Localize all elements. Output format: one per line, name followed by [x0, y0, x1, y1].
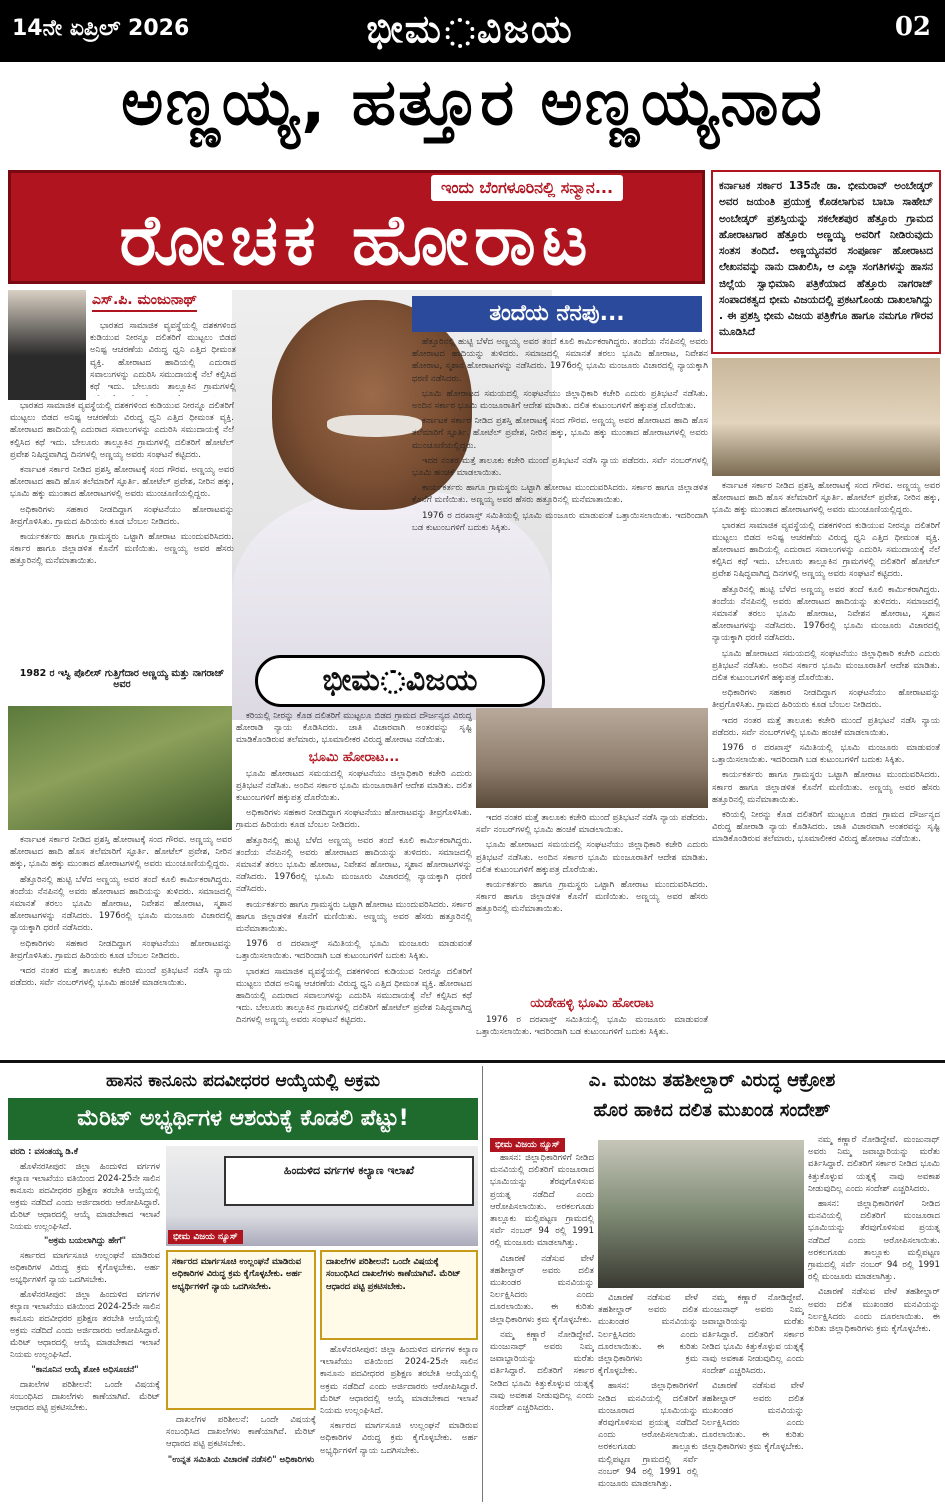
story3-col-4-text-c: ವಿಚಾರಣೆ ನಡೆಸುವ ವೇಳೆ ತಹಶೀಲ್ದಾರ್ ಅವರು ದಲಿತ ಮುಖಂಡರ ಮನವಿಯನ್ನು ನಿರ್ಲಕ್ಷಿಸಿದರು ಎಂದು ದೂರಲಾಯಿತು. ಈ ಕುರಿತು ಜಿಲ್ಲಾಧಿಕಾರಿಗಳು ಕ್ರಮ ಕೈಗೊಳ್ಳಬೇಕು.: [808, 1287, 940, 1335]
story3-col-4-text-b: ಹಾಸನ: ಜಿಲ್ಲಾಧಿಕಾರಿಗಳಿಗೆ ನೀಡಿದ ಮನವಿಯಲ್ಲಿ ದಲಿತರಿಗೆ ಮಂಜೂರಾದ ಭೂಮಿಯನ್ನು ತೆರವುಗೊಳಿಸುವ ಪ್ರಯತ್ನ ನಡೆದಿದೆ ಎಂದು ಆರೋಪಿಸಲಾಯಿತು. ಅರಕಲಗೂಡು ತಾಲ್ಲೂಕು ಮಲ್ಲಿಪಟ್ಟಣ ಗ್ರಾಮದಲ್ಲಿ ಸರ್ವೆ ನಂಬರ್ 94 ರಲ್ಲಿ 1991 ರಲ್ಲಿ ಮಂಜೂರು ಮಾಡಲಾಗಿತ್ತು.: [808, 1199, 940, 1283]
lead-col-6-text-b: ಭೂಮಿ ಹೋರಾಟದ ಸಮಯದಲ್ಲಿ ಸಂಘಟನೆಯು ಜಿಲ್ಲಾಧಿಕಾರಿ ಕಚೇರಿ ಎದುರು ಪ್ರತಿಭಟನೆ ನಡೆಸಿತು. ಅಂದಿನ ಸರ್ಕಾರ ಭೂಮಿ ಮಂಜೂರಾತಿಗೆ ಆದೇಶ ಮಾಡಿತು. ದಲಿತ ಕುಟುಂಬಗಳಿಗೆ ಹಕ್ಕುಪತ್ರ ದೊರೆಯಿತು.: [476, 840, 708, 875]
lead-col-3-text-f: ಇದರ ನಂತರ ಮತ್ತೆ ತಾಲೂಕು ಕಚೇರಿ ಮುಂದೆ ಪ್ರತಿಭಟನೆ ನಡೆಸಿ ನ್ಯಾಯ ಪಡೆದರು. ಸರ್ವೆ ನಂಬರ್‌ಗಳಲ್ಲಿ ಭೂಮಿ ಹಂಚಿಕೆ ಮಾಡಲಾಯಿತು.: [712, 715, 940, 738]
award-note-box: ಕರ್ನಾಟಕ ಸರ್ಕಾರ 135ನೇ ಡಾ. ಭೀಮರಾವ್ ಅಂಬೇಡ್ಕರ್ ಅವರ ಜಯಂತಿ ಪ್ರಯುಕ್ತ ಕೊಡಲಾಗುವ ಬಾಬಾ ಸಾಹೇಬ್ ಅಂಬೇಡ್ಕರ್ ಪ್ರಶಸ್ತಿಯನ್ನು ಸಕಲೇಶಪುರ ಹೆತ್ತೂರು ಗ್ರಾಮದ ಹೋರಾಟಗಾರ ಹೆತ್ತೂರು ಅಣ್ಣಯ್ಯ ಅವರಿಗೆ ನೀಡಿರುವುದು ಸಂತಸ ತಂದಿದೆ. ಅಣ್ಣಯ್ಯನವರ ಸಂಪೂರ್ಣ ಹೋರಾಟದ ಲೇಖನವನ್ನು ನಾನು ದಾಖಲಿಸಿ, ಆ ಎಲ್ಲಾ ಸಂಗತಿಗಳನ್ನು ಹಾಸನ ಜಿಲ್ಲೆಯ ಸ್ವಾಭಿಮಾನಿ ಪತ್ರಿಕೆಯಾದ ಹೆತ್ತೂರು ನಾಗರಾಜ್ ಸಂಪಾದಕತ್ವದ ಭೀಮ ವಿಜಯದಲ್ಲಿ ಪ್ರಕಟಗೊಂಡು ದಾಖಲಾಗಿದ್ದು . ಈ ಪ್ರಶಸ್ತಿ ಭೀಮ ವಿಜಯ ಪತ್ರಿಕೆಗೂ ಹಾಗೂ ನಮಗೂ ಗೌರವ ಮೂಡಿಸಿದೆ: [711, 170, 941, 354]
story2-quote-box-2: ದಾಖಲೆಗಳ ಪರಿಶೀಲನೆ: ಒಂದೇ ವಿಷಯಕ್ಕೆ ಸಂಬಂಧಿಸಿದ ದಾಖಲೆಗಳು ಕಾಣೆಯಾಗಿವೆ. ಮೆರಿಟ್ ಆಧಾರದ ಪಟ್ಟಿ ಪ್ರಕಟಿಸಬೇಕು.: [320, 1250, 478, 1340]
subhead-bhumi: ಭೂಮಿ ಹೋರಾಟ...: [308, 749, 400, 765]
lead-col-4-text-g: ಭಾರತದ ಸಾಮಾಜಿಕ ವ್ಯವಸ್ಥೆಯಲ್ಲಿ ದಶಕಗಳಿಂದ ಕುಡಿಯುವ ನೀರನ್ನೂ ದಲಿತರಿಗೆ ಮುಟ್ಟಲು ಬಿಡದ ಅನಿಷ್ಟ ಆಚರಣೆಯ ವಿರುದ್ಧ ಧ್ವನಿ ಎತ್ತಿದ ಧೀಮಂತ ವ್ಯಕ್ತಿ. ಹೋರಾಟದ ಹಾದಿಯಲ್ಲಿ ಎದುರಾದ ಸವಾಲುಗಳನ್ನು ಎದುರಿಸಿ ಸಮುದಾಯಕ್ಕೆ ನೆಲೆ ಕಲ್ಪಿಸಿದ ಕಥೆ ಇದು. ಬೇಲೂರು ತಾಲ್ಲೂಕಿನ ಗ್ರಾಮಗಳಲ್ಲಿ ದಲಿತರಿಗೆ ಹೋಟೆಲ್ ಪ್ರವೇಶ ನಿಷಿದ್ಧವಾಗಿದ್ದ ದಿನಗಳಲ್ಲಿ ಅಣ್ಣಯ್ಯ ಅವರು ಸಂಘಟನೆ ಕಟ್ಟಿದರು.: [236, 966, 472, 1026]
protest-photo-1: [8, 706, 232, 830]
story3-col-3: [702, 1292, 804, 1502]
story2-col-1: [10, 1146, 160, 1502]
story3-col-3-text-a: ನಮ್ಮ ಕಣ್ಣಾರೆ ನೋಡಿದ್ದೇವೆ. ಮಂಜುನಾಥ್ ಅವರು ನಿಮ್ಮ ಜವಾಬ್ದಾರಿಯನ್ನು ಮರೆತು ವರ್ತಿಸಿದ್ದಾರೆ. ದಲಿತರಿಗೆ ಸರ್ಕಾರ ನೀಡಿದ ಭೂಮಿ ಕಿತ್ತುಕೊಳ್ಳುವ ಯತ್ನಕ್ಕೆ ನಾವು ಅವಕಾಶ ನೀಡುವುದಿಲ್ಲ ಎಂದು ಸಂದೇಶ್ ಎಚ್ಚರಿಸಿದರು.: [702, 1293, 804, 1377]
story3-col-2-text-b: ಹಾಸನ: ಜಿಲ್ಲಾಧಿಕಾರಿಗಳಿಗೆ ನೀಡಿದ ಮನವಿಯಲ್ಲಿ ದಲಿತರಿಗೆ ಮಂಜೂರಾದ ಭೂಮಿಯನ್ನು ತೆರವುಗೊಳಿಸುವ ಪ್ರಯತ್ನ ನಡೆದಿದೆ ಎಂದು ಆರೋಪಿಸಲಾಯಿತು. ಅರಕಲಗೂಡು ತಾಲ್ಲೂಕು ಮಲ್ಲಿಪಟ್ಟಣ ಗ್ರಾಮದಲ್ಲಿ ಸರ್ವೆ ನಂಬರ್ 94 ರಲ್ಲಿ 1991 ರಲ್ಲಿ ಮಂಜೂರು ಮಾಡಲಾಗಿತ್ತು.: [598, 1381, 698, 1490]
lead-col-3-text-b: ಭಾರತದ ಸಾಮಾಜಿಕ ವ್ಯವಸ್ಥೆಯಲ್ಲಿ ದಶಕಗಳಿಂದ ಕುಡಿಯುವ ನೀರನ್ನೂ ದಲಿತರಿಗೆ ಮುಟ್ಟಲು ಬಿಡದ ಅನಿಷ್ಟ ಆಚರಣೆಯ ವಿರುದ್ಧ ಧ್ವನಿ ಎತ್ತಿದ ಧೀಮಂತ ವ್ಯಕ್ತಿ. ಹೋರಾಟದ ಹಾದಿಯಲ್ಲಿ ಎದುರಾದ ಸವಾಲುಗಳನ್ನು ಎದುರಿಸಿ ಸಮುದಾಯಕ್ಕೆ ನೆಲೆ ಕಲ್ಪಿಸಿದ ಕಥೆ ಇದು. ಬೇಲೂರು ತಾಲ್ಲೂಕಿನ ಗ್ರಾಮಗಳಲ್ಲಿ ದಲಿತರಿಗೆ ಹೋಟೆಲ್ ಪ್ರವೇಶ ನಿಷಿದ್ಧವಾಗಿದ್ದ ದಿನಗಳಲ್ಲಿ ಅಣ್ಣಯ್ಯ ಅವರು ಸಂಘಟನೆ ಕಟ್ಟಿದರು.: [712, 520, 940, 580]
lead-col-4-text-c: ಅಧಿಕಾರಿಗಳು ಸಹಕಾರ ನೀಡದಿದ್ದಾಗ ಸಂಘಟನೆಯು ಹೋರಾಟವನ್ನು ತೀವ್ರಗೊಳಿಸಿತು. ಗ್ರಾಮದ ಹಿರಿಯರು ಕೂಡ ಬೆಂಬಲ ನೀಡಿದರು.: [236, 808, 472, 831]
lead-kicker: ಇಂದು ಬೆಂಗಳೂರಿನಲ್ಲಿ ಸನ್ಮಾನ...: [431, 175, 623, 201]
story2-text-b: ಸರ್ಕಾರದ ಮಾರ್ಗಸೂಚಿ ಉಲ್ಲಂಘನೆ ಮಾಡಿರುವ ಅಧಿಕಾರಿಗಳ ವಿರುದ್ಧ ಕ್ರಮ ಕೈಗೊಳ್ಳಬೇಕು. ಅರ್ಹ ಅಭ್ಯರ್ಥಿಗಳಿಗೆ ನ್ಯಾಯ ಒದಗಿಸಬೇಕು.: [10, 1250, 160, 1285]
lead-col-7: [476, 1014, 708, 1056]
lead-col-1-text-d: ಕಾರ್ಯಕರ್ತರು ಹಾಗೂ ಗ್ರಾಮಸ್ಥರು ಒಟ್ಟಾಗಿ ಹೋರಾಟ ಮುಂದುವರಿಸಿದರು. ಸರ್ಕಾರ ಹಾಗೂ ಜಿಲ್ಲಾಡಳಿತ ಕೊನೆಗೆ ಮಣಿಯಿತು. ಅಣ್ಣಯ್ಯ ಅವರ ಹೆಸರು ಹತ್ತೂರಿನಲ್ಲಿ ಮನೆಮಾತಾಯಿತು.: [10, 532, 234, 567]
lead-col-2-text-e: ಕಾರ್ಯಕರ್ತರು ಹಾಗೂ ಗ್ರಾಮಸ್ಥರು ಒಟ್ಟಾಗಿ ಹೋರಾಟ ಮುಂದುವರಿಸಿದರು. ಸರ್ಕಾರ ಹಾಗೂ ಜಿಲ್ಲಾಡಳಿತ ಕೊನೆಗೆ ಮಣಿಯಿತು. ಅಣ್ಣಯ್ಯ ಅವರ ಹೆಸರು ಹತ್ತೂರಿನಲ್ಲಿ ಮನೆಮಾತಾಯಿತು.: [412, 483, 708, 506]
lead-col-6: [476, 812, 708, 992]
story3-col-3-text-b: ವಿಚಾರಣೆ ನಡೆಸುವ ವೇಳೆ ತಹಶೀಲ್ದಾರ್ ಅವರು ದಲಿತ ಮುಖಂಡರ ಮನವಿಯನ್ನು ನಿರ್ಲಕ್ಷಿಸಿದರು ಎಂದು ದೂರಲಾಯಿತು. ಈ ಕುರಿತು ಜಿಲ್ಲಾಧಿಕಾರಿಗಳು ಕ್ರಮ ಕೈಗೊಳ್ಳಬೇಕು.: [702, 1381, 804, 1453]
story2-tag: ಭೀಮ ವಿಜಯ ನ್ಯೂಸ್: [168, 1230, 243, 1244]
story3-col-2: [598, 1292, 698, 1502]
story3-headline: [486, 1066, 938, 1130]
story2-col-2-text-a: ಹೊಳೆನರಸೀಪುರ: ಜಿಲ್ಲಾ ಹಿಂದುಳಿದ ವರ್ಗಗಳ ಕಲ್ಯಾಣ ಇಲಾಖೆಯು ವತಿಯಿಂದ 2024-25ನೇ ಸಾಲಿನ ಕಾನೂನು ಪದವೀಧರರ ಪ್ರಶಿಕ್ಷಣ ತರಬೇತಿ ಆಯ್ಕೆಯಲ್ಲಿ ಅಕ್ರಮ ನಡೆದಿದೆ ಎಂದು ಅರ್ಜಿದಾರರು ಆರೋಪಿಸಿದ್ದಾರೆ. ಮೆರಿಟ್ ಆಧಾರದಲ್ಲಿ ಆಯ್ಕೆ ಮಾಡಬೇಕಾದ ಇಲಾಖೆ ನಿಯಮ ಉಲ್ಲಂಘಿಸಿದೆ.: [320, 1345, 478, 1417]
lead-col-5-text-c: ಅಧಿಕಾರಿಗಳು ಸಹಕಾರ ನೀಡದಿದ್ದಾಗ ಸಂಘಟನೆಯು ಹೋರಾಟವನ್ನು ತೀವ್ರಗೊಳಿಸಿತು. ಗ್ರಾಮದ ಹಿರಿಯರು ಕೂಡ ಬೆಂಬಲ ನೀಡಿದರು.: [10, 938, 232, 961]
lead-col-4: [236, 710, 472, 1056]
story2-text-c: ಹೊಳೆನರಸೀಪುರ: ಜಿಲ್ಲಾ ಹಿಂದುಳಿದ ವರ್ಗಗಳ ಕಲ್ಯಾಣ ಇಲಾಖೆಯು ವತಿಯಿಂದ 2024-25ನೇ ಸಾಲಿನ ಕಾನೂನು ಪದವೀಧರರ ಪ್ರಶಿಕ್ಷಣ ತರಬೇತಿ ಆಯ್ಕೆಯಲ್ಲಿ ಅಕ್ರಮ ನಡೆದಿದೆ ಎಂದು ಅರ್ಜಿದಾರರು ಆರೋಪಿಸಿದ್ದಾರೆ. ಮೆರಿಟ್ ಆಧಾರದಲ್ಲಿ ಆಯ್ಕೆ ಮಾಡಬೇಕಾದ ಇಲಾಖೆ ನಿಯಮ ಉಲ್ಲಂಘಿಸಿದೆ.: [10, 1289, 160, 1359]
photo-caption-1982: 1982 ರ ಇಸ್ವಿ ಪೊಲೀಸ್ ಗುತ್ತಿಗೆದಾರ ಅಣ್ಣಯ್ಯ ಮತ್ತು ನಾಗರಾಜ್ ಅವರ: [19, 668, 225, 690]
lead-col-3-text-c: ಹೆತ್ತೂರಿನಲ್ಲಿ ಹುಟ್ಟಿ ಬೆಳೆದ ಅಣ್ಣಯ್ಯ ಅವರ ತಂದೆ ಕೂಲಿ ಕಾರ್ಮಿಕರಾಗಿದ್ದರು. ತಂದೆಯ ನೆನಪಿನಲ್ಲಿ ಅವರು ಹೋರಾಟದ ಹಾದಿಯನ್ನು ತುಳಿದರು. ಸಮಾಜದಲ್ಲಿ ಸಮಾನತೆ ತರಲು ಭೂಮಿ ಹೋರಾಟ, ನಿವೇಶನ ಹೋರಾಟ, ಸ್ಮಶಾನ ಹೋರಾಟಗಳನ್ನು ನಡೆಸಿದರು. 1976ರಲ್ಲಿ ಭೂಮಿ ಮಂಜೂರು ವಿಚಾರದಲ್ಲಿ ನ್ಯಾಯಕ್ಕಾಗಿ ಧರಣಿ ನಡೆಸಿದರು.: [712, 584, 940, 644]
lead-col-intro-text: ಭಾರತದ ಸಾಮಾಜಿಕ ವ್ಯವಸ್ಥೆಯಲ್ಲಿ ದಶಕಗಳಿಂದ ಕುಡಿಯುವ ನೀರನ್ನೂ ದಲಿತರಿಗೆ ಮುಟ್ಟಲು ಬಿಡದ ಅನಿಷ್ಟ ಆಚರಣೆಯ ವಿರುದ್ಧ ಧ್ವನಿ ಎತ್ತಿದ ಧೀಮಂತ ವ್ಯಕ್ತಿ. ಹೋರಾಟದ ಹಾದಿಯಲ್ಲಿ ಎದುರಾದ ಸವಾಲುಗಳನ್ನು ಎದುರಿಸಿ ಸಮುದಾಯಕ್ಕೆ ನೆಲೆ ಕಲ್ಪಿಸಿದ ಕಥೆ ಇದು. ಬೇಲೂರು ತಾಲ್ಲೂಕಿನ ಗ್ರಾಮಗಳಲ್ಲಿ: [90, 321, 236, 393]
story2-subhead-2: "ಕಾನೂನಿನ ಆಯ್ಕೆ ಶೋಕಿ ಅಧಿಸೂಚನೆ": [31, 1363, 139, 1374]
village-photo: [476, 708, 708, 808]
author-name: ಎಸ್.ಪಿ. ಮಂಜುನಾಥ್: [92, 292, 197, 312]
lead-title: ರೋಚಕ ಹೋರಾಟ: [119, 199, 594, 281]
protest-photo-2: [598, 1140, 804, 1288]
sub-banner: ತಂದೆಯ ನೆನಪು...: [412, 296, 702, 332]
issue-date: 14ನೇ ಏಪ್ರಿಲ್ 2026: [12, 16, 190, 41]
lead-col-3-text-g: 1976 ರ ದರಖಾಸ್ತ್ ಸಮಿತಿಯಲ್ಲಿ ಭೂಮಿ ಮಂಜೂರು ಮಾಡುವಂತೆ ಒತ್ತಾಯಿಸಲಾಯಿತು. ಇದರಿಂದಾಗಿ ಬಡ ಕುಟುಂಬಗಳಿಗೆ ಬದುಕು ಸಿಕ್ಕಿತು.: [712, 743, 940, 766]
award-photo: [712, 358, 940, 476]
lead-col-7-text: 1976 ರ ದರಖಾಸ್ತ್ ಸಮಿತಿಯಲ್ಲಿ ಭೂಮಿ ಮಂಜೂರು ಮಾಡುವಂತೆ ಒತ್ತಾಯಿಸಲಾಯಿತು. ಇದರಿಂದಾಗಿ ಬಡ ಕುಟುಂಬಗಳಿಗೆ ಬದುಕು ಸಿಕ್ಕಿತು.: [476, 1015, 708, 1038]
lead-col-5: [10, 834, 232, 1056]
story2-quote-box-1: ಸರ್ಕಾರದ ಮಾರ್ಗಸೂಚಿ ಉಲ್ಲಂಘನೆ ಮಾಡಿರುವ ಅಧಿಕಾರಿಗಳ ವಿರುದ್ಧ ಕ್ರಮ ಕೈಗೊಳ್ಳಬೇಕು. ಅರ್ಹ ಅಭ್ಯರ್ಥಿಗಳಿಗೆ ನ್ಯಾಯ ಒದಗಿಸಬೇಕು.: [166, 1250, 316, 1410]
stamp-left: ಭೀಮ: [322, 663, 380, 698]
chakra-icon-stamp: [381, 670, 405, 694]
story3-col-1-text-c: ನಮ್ಮ ಕಣ್ಣಾರೆ ನೋಡಿದ್ದೇವೆ. ಮಂಜುನಾಥ್ ಅವರು ನಿಮ್ಮ ಜವಾಬ್ದಾರಿಯನ್ನು ಮರೆತು ವರ್ತಿಸಿದ್ದಾರೆ. ದಲಿತರಿಗೆ ಸರ್ಕಾರ ನೀಡಿದ ಭೂಮಿ ಕಿತ್ತುಕೊಳ್ಳುವ ಯತ್ನಕ್ಕೆ ನಾವು ಅವಕಾಶ ನೀಡುವುದಿಲ್ಲ ಎಂದು ಸಂದೇಶ್ ಎಚ್ಚರಿಸಿದರು.: [490, 1329, 594, 1414]
story2-col-3-text-a: ದಾಖಲೆಗಳ ಪರಿಶೀಲನೆ: ಒಂದೇ ವಿಷಯಕ್ಕೆ ಸಂಬಂಧಿಸಿದ ದಾಖಲೆಗಳು ಕಾಣೆಯಾಗಿವೆ. ಮೆರಿಟ್ ಆಧಾರದ ಪಟ್ಟಿ ಪ್ರಕಟಿಸಬೇಕು.: [166, 1415, 316, 1450]
office-sign: ಹಿಂದುಳಿದ ವರ್ಗಗಳ ಕಲ್ಯಾಣ ಇಲಾಖೆ: [224, 1156, 474, 1206]
story2-col-2: [320, 1344, 478, 1502]
lead-col-2-text-c: ಕರ್ನಾಟಕ ಸರ್ಕಾರ ನೀಡಿದ ಪ್ರಶಸ್ತಿ ಹೋರಾಟಕ್ಕೆ ಸಂದ ಗೌರವ. ಅಣ್ಣಯ್ಯ ಅವರ ಹೋರಾಟದ ಹಾದಿ ಹೊಸ ತಲೆಮಾರಿಗೆ ಸ್ಫೂರ್ತಿ. ಹೋಟೆಲ್ ಪ್ರವೇಶ, ನೀರಿನ ಹಕ್ಕು, ಭೂಮಿ ಹಕ್ಕು ಮುಂತಾದ ಹೋರಾಟಗಳಲ್ಲಿ ಅವರು ಮುಂಚೂಣಿಯಲ್ಲಿದ್ದರು.: [412, 416, 708, 451]
lead-col-4-text-b: ಭೂಮಿ ಹೋರಾಟದ ಸಮಯದಲ್ಲಿ ಸಂಘಟನೆಯು ಜಿಲ್ಲಾಧಿಕಾರಿ ಕಚೇರಿ ಎದುರು ಪ್ರತಿಭಟನೆ ನಡೆಸಿತು. ಅಂದಿನ ಸರ್ಕಾರ ಭೂಮಿ ಮಂಜೂರಾತಿಗೆ ಆದೇಶ ಮಾಡಿತು. ದಲಿತ ಕುಟುಂಬಗಳಿಗೆ ಹಕ್ಕುಪತ್ರ ದೊರೆಯಿತು.: [236, 768, 472, 804]
lead-col-4-text-a: ಕರಿಯಲ್ಲಿ ನೀರನ್ನು ಕೊಡ ದಲಿತರಿಗೆ ಮುಟ್ಟಲೂ ಬಿಡದ ಗ್ರಾಮದ ದೌರ್ಜನ್ಯದ ವಿರುದ್ಧ ಹೋರಾಡಿ ನ್ಯಾಯ ಕೊಡಿಸಿದರು. ಜಾತಿ ವಿಚಾರವಾಗಿ ಅಂತರವನ್ನು ಸೃಷ್ಟಿ ಮಾಡಿಕೊಂಡಿರುವ ತಲೆಮಾರು, ಭೂಮಾಲೀಕರ ವಿರುದ್ಧ ಹೋರಾಟ ನಡೆಯಿತು.: [236, 711, 472, 746]
bhima-vijaya-stamp: [255, 655, 545, 707]
lead-col-3-text-d: ಭೂಮಿ ಹೋರಾಟದ ಸಮಯದಲ್ಲಿ ಸಂಘಟನೆಯು ಜಿಲ್ಲಾಧಿಕಾರಿ ಕಚೇರಿ ಎದುರು ಪ್ರತಿಭಟನೆ ನಡೆಸಿತು. ಅಂದಿನ ಸರ್ಕಾರ ಭೂಮಿ ಮಂಜೂರಾತಿಗೆ ಆದೇಶ ಮಾಡಿತು. ದಲಿತ ಕುಟುಂಬಗಳಿಗೆ ಹಕ್ಕುಪತ್ರ ದೊರೆಯಿತು.: [712, 648, 940, 684]
lead-col-3-text-e: ಅಧಿಕಾರಿಗಳು ಸಹಕಾರ ನೀಡದಿದ್ದಾಗ ಸಂಘಟನೆಯು ಹೋರಾಟವನ್ನು ತೀವ್ರಗೊಳಿಸಿತು. ಗ್ರಾಮದ ಹಿರಿಯರು ಕೂಡ ಬೆಂಬಲ ನೀಡಿದರು.: [712, 688, 940, 711]
lead-col-5-text-a: ಕರ್ನಾಟಕ ಸರ್ಕಾರ ನೀಡಿದ ಪ್ರಶಸ್ತಿ ಹೋರಾಟಕ್ಕೆ ಸಂದ ಗೌರವ. ಅಣ್ಣಯ್ಯ ಅವರ ಹೋರಾಟದ ಹಾದಿ ಹೊಸ ತಲೆಮಾರಿಗೆ ಸ್ಫೂರ್ತಿ. ಹೋಟೆಲ್ ಪ್ರವೇಶ, ನೀರಿನ ಹಕ್ಕು, ಭೂಮಿ ಹಕ್ಕು ಮುಂತಾದ ಹೋರಾಟಗಳಲ್ಲಿ ಅವರು ಮುಂಚೂಣಿಯಲ್ಲಿದ್ದರು.: [10, 835, 232, 870]
lead-col-3: [712, 480, 940, 1050]
newspaper-name-left: ಭೀಮ: [366, 6, 443, 51]
lead-col-1-text-b: ಕರ್ನಾಟಕ ಸರ್ಕಾರ ನೀಡಿದ ಪ್ರಶಸ್ತಿ ಹೋರಾಟಕ್ಕೆ ಸಂದ ಗೌರವ. ಅಣ್ಣಯ್ಯ ಅವರ ಹೋರಾಟದ ಹಾದಿ ಹೊಸ ತಲೆಮಾರಿಗೆ ಸ್ಫೂರ್ತಿ. ಹೋಟೆಲ್ ಪ್ರವೇಶ, ನೀರಿನ ಹಕ್ಕು, ಭೂಮಿ ಹಕ್ಕು ಮುಂತಾದ ಹೋರಾಟಗಳಲ್ಲಿ ಅವರು ಮುಂಚೂಣಿಯಲ್ಲಿದ್ದರು.: [10, 465, 234, 500]
story3-col-4-text-a: ನಮ್ಮ ಕಣ್ಣಾರೆ ನೋಡಿದ್ದೇವೆ. ಮಂಜುನಾಥ್ ಅವರು ನಿಮ್ಮ ಜವಾಬ್ದಾರಿಯನ್ನು ಮರೆತು ವರ್ತಿಸಿದ್ದಾರೆ. ದಲಿತರಿಗೆ ಸರ್ಕಾರ ನೀಡಿದ ಭೂಮಿ ಕಿತ್ತುಕೊಳ್ಳುವ ಯತ್ನಕ್ಕೆ ನಾವು ಅವಕಾಶ ನೀಡುವುದಿಲ್ಲ ಎಂದು ಸಂದೇಶ್ ಎಚ್ಚರಿಸಿದರು.: [808, 1135, 940, 1194]
story2-title: ಮೆರಿಟ್ ಅಭ್ಯರ್ಥಿಗಳ ಆಶಯಕ್ಕೆ ಕೊಡಲಿ ಪೆಟ್ಟು!: [8, 1098, 478, 1140]
lead-col-intro: [90, 320, 236, 396]
story2-text-d: ದಾಖಲೆಗಳ ಪರಿಶೀಲನೆ: ಒಂದೇ ವಿಷಯಕ್ಕೆ ಸಂಬಂಧಿಸಿದ ದಾಖಲೆಗಳು ಕಾಣೆಯಾಗಿವೆ. ಮೆರಿಟ್ ಆಧಾರದ ಪಟ್ಟಿ ಪ್ರಕಟಿಸಬೇಕು.: [10, 1378, 160, 1413]
portrait-moustache: [327, 415, 422, 437]
story3-tag: ಭೀಮ ವಿಜಯ ನ್ಯೂಸ್: [490, 1138, 565, 1152]
lead-col-3-text-h: ಕಾರ್ಯಕರ್ತರು ಹಾಗೂ ಗ್ರಾಮಸ್ಥರು ಒಟ್ಟಾಗಿ ಹೋರಾಟ ಮುಂದುವರಿಸಿದರು. ಸರ್ಕಾರ ಹಾಗೂ ಜಿಲ್ಲಾಡಳಿತ ಕೊನೆಗೆ ಮಣಿಯಿತು. ಅಣ್ಣಯ್ಯ ಅವರ ಹೆಸರು ಹತ್ತೂರಿನಲ್ಲಿ ಮನೆಮಾತಾಯಿತು.: [712, 770, 940, 805]
lead-col-6-text-c: ಕಾರ್ಯಕರ್ತರು ಹಾಗೂ ಗ್ರಾಮಸ್ಥರು ಒಟ್ಟಾಗಿ ಹೋರಾಟ ಮುಂದುವರಿಸಿದರು. ಸರ್ಕಾರ ಹಾಗೂ ಜಿಲ್ಲಾಡಳಿತ ಕೊನೆಗೆ ಮಣಿಯಿತು. ಅಣ್ಣಯ್ಯ ಅವರ ಹೆಸರು ಹತ್ತೂರಿನಲ್ಲಿ ಮನೆಮಾತಾಯಿತು.: [476, 880, 708, 915]
story3-title-line-2: ಹೊರ ಹಾಕಿದ ದಲಿತ ಮುಖಂಡ ಸಂದೇಶ್: [593, 1100, 831, 1121]
lead-col-2-text-f: 1976 ರ ದರಖಾಸ್ತ್ ಸಮಿತಿಯಲ್ಲಿ ಭೂಮಿ ಮಂಜೂರು ಮಾಡುವಂತೆ ಒತ್ತಾಯಿಸಲಾಯಿತು. ಇದರಿಂದಾಗಿ ಬಡ ಕುಟುಂಬಗಳಿಗೆ ಬದುಕು ಸಿಕ್ಕಿತು.: [412, 510, 708, 533]
author-photo: [8, 290, 86, 400]
story3-col-4: [808, 1134, 940, 1502]
lead-col-5-text-d: ಇದರ ನಂತರ ಮತ್ತೆ ತಾಲೂಕು ಕಚೇರಿ ಮುಂದೆ ಪ್ರತಿಭಟನೆ ನಡೆಸಿ ನ್ಯಾಯ ಪಡೆದರು. ಸರ್ವೆ ನಂಬರ್‌ಗಳಲ್ಲಿ ಭೂಮಿ ಹಂಚಿಕೆ ಮಾಡಲಾಯಿತು.: [10, 966, 232, 989]
lead-col-2-text-d: ಇದರ ನಂತರ ಮತ್ತೆ ತಾಲೂಕು ಕಚೇರಿ ಮುಂದೆ ಪ್ರತಿಭಟನೆ ನಡೆಸಿ ನ್ಯಾಯ ಪಡೆದರು. ಸರ್ವೆ ನಂಬರ್‌ಗಳಲ್ಲಿ ಭೂಮಿ ಹಂಚಿಕೆ ಮಾಡಲಾಯಿತು.: [412, 455, 708, 479]
story3-col-1-text-b: ವಿಚಾರಣೆ ನಡೆಸುವ ವೇಳೆ ತಹಶೀಲ್ದಾರ್ ಅವರು ದಲಿತ ಮುಖಂಡರ ಮನವಿಯನ್ನು ನಿರ್ಲಕ್ಷಿಸಿದರು ಎಂದು ದೂರಲಾಯಿತು. ಈ ಕುರಿತು ಜಿಲ್ಲಾಧಿಕಾರಿಗಳು ಕ್ರಮ ಕೈಗೊಳ್ಳಬೇಕು.: [490, 1253, 594, 1325]
newspaper-name: [305, 6, 635, 52]
story2-kicker: ಹಾಸನ ಕಾನೂನು ಪದವೀಧರರ ಆಯ್ಕೆಯಲ್ಲಿ ಅಕ್ರಮ: [106, 1071, 380, 1091]
lead-col-3-text-i: ಕರಿಯಲ್ಲಿ ನೀರನ್ನು ಕೊಡ ದಲಿತರಿಗೆ ಮುಟ್ಟಲೂ ಬಿಡದ ಗ್ರಾಮದ ದೌರ್ಜನ್ಯದ ವಿರುದ್ಧ ಹೋರಾಡಿ ನ್ಯಾಯ ಕೊಡಿಸಿದರು. ಜಾತಿ ವಿಚಾರವಾಗಿ ಅಂತರವನ್ನು ಸೃಷ್ಟಿ ಮಾಡಿಕೊಂಡಿರುವ ತಲೆಮಾರು, ಭೂಮಾಲೀಕರ ವಿರುದ್ಧ ಹೋರಾಟ ನಡೆಯಿತು.: [712, 810, 940, 845]
lead-col-1-text-c: ಅಧಿಕಾರಿಗಳು ಸಹಕಾರ ನೀಡದಿದ್ದಾಗ ಸಂಘಟನೆಯು ಹೋರಾಟವನ್ನು ತೀವ್ರಗೊಳಿಸಿತು. ಗ್ರಾಮದ ಹಿರಿಯರು ಕೂಡ ಬೆಂಬಲ ನೀಡಿದರು.: [10, 504, 234, 527]
story3-title-line-1: ಎ. ಮಂಜು ತಹಶೀಲ್ದಾರ್ ವಿರುದ್ಧ ಆಕ್ರೋಶ: [588, 1070, 836, 1091]
story2-caption: "ಉನ್ನತ ಸಮಿತಿಯ ವಿಚಾರಣೆ ನಡೆಸಲಿ" ಅಧಿಕಾರಿಗಳು: [167, 1454, 315, 1465]
lead-col-2-text-a: ಹೆತ್ತೂರಿನಲ್ಲಿ ಹುಟ್ಟಿ ಬೆಳೆದ ಅಣ್ಣಯ್ಯ ಅವರ ತಂದೆ ಕೂಲಿ ಕಾರ್ಮಿಕರಾಗಿದ್ದರು. ತಂದೆಯ ನೆನಪಿನಲ್ಲಿ ಅವರು ಹೋರಾಟದ ಹಾದಿಯನ್ನು ತುಳಿದರು. ಸಮಾಜದಲ್ಲಿ ಸಮಾನತೆ ತರಲು ಭೂಮಿ ಹೋರಾಟ, ನಿವೇಶನ ಹೋರಾಟ, ಸ್ಮಶಾನ ಹೋರಾಟಗಳನ್ನು ನಡೆಸಿದರು. 1976ರಲ್ಲಿ ಭೂಮಿ ಮಂಜೂರು ವಿಚಾರದಲ್ಲಿ ನ್ಯಾಯಕ್ಕಾಗಿ ಧರಣಿ ನಡೆಸಿದರು.: [412, 337, 708, 384]
lead-col-4-text-e: ಕಾರ್ಯಕರ್ತರು ಹಾಗೂ ಗ್ರಾಮಸ್ಥರು ಒಟ್ಟಾಗಿ ಹೋರಾಟ ಮುಂದುವರಿಸಿದರು. ಸರ್ಕಾರ ಹಾಗೂ ಜಿಲ್ಲಾಡಳಿತ ಕೊನೆಗೆ ಮಣಿಯಿತು. ಅಣ್ಣಯ್ಯ ಅವರ ಹೆಸರು ಹತ್ತೂರಿನಲ್ಲಿ ಮನೆಮಾತಾಯಿತು.: [236, 899, 472, 935]
lead-col-4-text-f: 1976 ರ ದರಖಾಸ್ತ್ ಸಮಿತಿಯಲ್ಲಿ ಭೂಮಿ ಮಂಜೂರು ಮಾಡುವಂತೆ ಒತ್ತಾಯಿಸಲಾಯಿತು. ಇದರಿಂದಾಗಿ ಬಡ ಕುಟುಂಬಗಳಿಗೆ ಬದುಕು ಸಿಕ್ಕಿತು.: [236, 939, 472, 962]
lead-col-6-text-a: ಇದರ ನಂತರ ಮತ್ತೆ ತಾಲೂಕು ಕಚೇರಿ ಮುಂದೆ ಪ್ರತಿಭಟನೆ ನಡೆಸಿ ನ್ಯಾಯ ಪಡೆದರು. ಸರ್ವೆ ನಂಬರ್‌ಗಳಲ್ಲಿ ಭೂಮಿ ಹಂಚಿಕೆ ಮಾಡಲಾಯಿತು.: [476, 813, 708, 836]
lead-col-1-text-a: ಭಾರತದ ಸಾಮಾಜಿಕ ವ್ಯವಸ್ಥೆಯಲ್ಲಿ ದಶಕಗಳಿಂದ ಕುಡಿಯುವ ನೀರನ್ನೂ ದಲಿತರಿಗೆ ಮುಟ್ಟಲು ಬಿಡದ ಅನಿಷ್ಟ ಆಚರಣೆಯ ವಿರುದ್ಧ ಧ್ವನಿ ಎತ್ತಿದ ಧೀಮಂತ ವ್ಯಕ್ತಿ. ಹೋರಾಟದ ಹಾದಿಯಲ್ಲಿ ಎದುರಾದ ಸವಾಲುಗಳನ್ನು ಎದುರಿಸಿ ಸಮುದಾಯಕ್ಕೆ ನೆಲೆ ಕಲ್ಪಿಸಿದ ಕಥೆ ಇದು. ಬೇಲೂರು ತಾಲ್ಲೂಕಿನ ಗ್ರಾಮಗಳಲ್ಲಿ ದಲಿತರಿಗೆ ಹೋಟೆಲ್ ಪ್ರವೇಶ ನಿಷಿದ್ಧವಾಗಿದ್ದ ದಿನಗಳಲ್ಲಿ ಅಣ್ಣಯ್ಯ ಅವರು ಸಂಘಟನೆ ಕಟ್ಟಿದರು.: [10, 401, 234, 460]
bottom-divider: [482, 1066, 483, 1502]
subhead-yadehalli: ಯಡೇಹಳ್ಳಿ ಭೂಮಿ ಹೋರಾಟ: [530, 996, 654, 1011]
lead-col-1: [10, 400, 234, 665]
lead-col-3-text-a: ಕರ್ನಾಟಕ ಸರ್ಕಾರ ನೀಡಿದ ಪ್ರಶಸ್ತಿ ಹೋರಾಟಕ್ಕೆ ಸಂದ ಗೌರವ. ಅಣ್ಣಯ್ಯ ಅವರ ಹೋರಾಟದ ಹಾದಿ ಹೊಸ ತಲೆಮಾರಿಗೆ ಸ್ಫೂರ್ತಿ. ಹೋಟೆಲ್ ಪ್ರವೇಶ, ನೀರಿನ ಹಕ್ಕು, ಭೂಮಿ ಹಕ್ಕು ಮುಂತಾದ ಹೋರಾಟಗಳಲ್ಲಿ ಅವರು ಮುಂಚೂಣಿಯಲ್ಲಿದ್ದರು.: [712, 481, 940, 516]
story2-byline: ವರದಿ : ವಸಂತಯ್ಯ ಡಿ.ಕೆ: [10, 1146, 78, 1156]
lead-col-5-text-b: ಹೆತ್ತೂರಿನಲ್ಲಿ ಹುಟ್ಟಿ ಬೆಳೆದ ಅಣ್ಣಯ್ಯ ಅವರ ತಂದೆ ಕೂಲಿ ಕಾರ್ಮಿಕರಾಗಿದ್ದರು. ತಂದೆಯ ನೆನಪಿನಲ್ಲಿ ಅವರು ಹೋರಾಟದ ಹಾದಿಯನ್ನು ತುಳಿದರು. ಸಮಾಜದಲ್ಲಿ ಸಮಾನತೆ ತರಲು ಭೂಮಿ ಹೋರಾಟ, ನಿವೇಶನ ಹೋರಾಟ, ಸ್ಮಶಾನ ಹೋರಾಟಗಳನ್ನು ನಡೆಸಿದರು. 1976ರಲ್ಲಿ ಭೂಮಿ ಮಂಜೂರು ವಿಚಾರದಲ್ಲಿ ನ್ಯಾಯಕ್ಕಾಗಿ ಧರಣಿ ನಡೆಸಿದರು.: [10, 874, 232, 934]
lead-col-4-text-d: ಹೆತ್ತೂರಿನಲ್ಲಿ ಹುಟ್ಟಿ ಬೆಳೆದ ಅಣ್ಣಯ್ಯ ಅವರ ತಂದೆ ಕೂಲಿ ಕಾರ್ಮಿಕರಾಗಿದ್ದರು. ತಂದೆಯ ನೆನಪಿನಲ್ಲಿ ಅವರು ಹೋರಾಟದ ಹಾದಿಯನ್ನು ತುಳಿದರು. ಸಮಾಜದಲ್ಲಿ ಸಮಾನತೆ ತರಲು ಭೂಮಿ ಹೋರಾಟ, ನಿವೇಶನ ಹೋರಾಟ, ಸ್ಮಶಾನ ಹೋರಾಟಗಳನ್ನು ನಡೆಸಿದರು. 1976ರಲ್ಲಿ ಭೂಮಿ ಮಂಜೂರು ವಿಚಾರದಲ್ಲಿ ನ್ಯಾಯಕ್ಕಾಗಿ ಧರಣಿ ನಡೆಸಿದರು.: [236, 835, 472, 895]
story3-col-1: [490, 1152, 594, 1502]
newspaper-name-right: ವಿಜಯ: [476, 6, 574, 51]
story3-col-1-text-a: ಹಾಸನ: ಜಿಲ್ಲಾಧಿಕಾರಿಗಳಿಗೆ ನೀಡಿದ ಮನವಿಯಲ್ಲಿ ದಲಿತರಿಗೆ ಮಂಜೂರಾದ ಭೂಮಿಯನ್ನು ತೆರವುಗೊಳಿಸುವ ಪ್ರಯತ್ನ ನಡೆದಿದೆ ಎಂದು ಆರೋಪಿಸಲಾಯಿತು. ಅರಕಲಗೂಡು ತಾಲ್ಲೂಕು ಮಲ್ಲಿಪಟ್ಟಣ ಗ್ರಾಮದಲ್ಲಿ ಸರ್ವೆ ನಂಬರ್ 94 ರಲ್ಲಿ 1991 ರಲ್ಲಿ ಮಂಜೂರು ಮಾಡಲಾಗಿತ್ತು.: [490, 1153, 594, 1249]
section-divider: [0, 1060, 945, 1063]
story2-col-3: [166, 1414, 316, 1502]
story2-col-2-text-b: ಸರ್ಕಾರದ ಮಾರ್ಗಸೂಚಿ ಉಲ್ಲಂಘನೆ ಮಾಡಿರುವ ಅಧಿಕಾರಿಗಳ ವಿರುದ್ಧ ಕ್ರಮ ಕೈಗೊಳ್ಳಬೇಕು. ಅರ್ಹ ಅಭ್ಯರ್ಥಿಗಳಿಗೆ ನ್ಯಾಯ ಒದಗಿಸಬೇಕು.: [320, 1421, 478, 1456]
main-headline: ಅಣ್ಣಯ್ಯ, ಹತ್ತೂರ ಅಣ್ಣಯ್ಯನಾದ: [121, 66, 824, 140]
chakra-icon: [445, 18, 475, 48]
story3-col-2-text-a: ವಿಚಾರಣೆ ನಡೆಸುವ ವೇಳೆ ತಹಶೀಲ್ದಾರ್ ಅವರು ದಲಿತ ಮುಖಂಡರ ಮನವಿಯನ್ನು ನಿರ್ಲಕ್ಷಿಸಿದರು ಎಂದು ದೂರಲಾಯಿತು. ಈ ಕುರಿತು ಜಿಲ್ಲಾಧಿಕಾರಿಗಳು ಕ್ರಮ ಕೈಗೊಳ್ಳಬೇಕು.: [598, 1293, 698, 1377]
stamp-right: ವಿಜಯ: [405, 663, 478, 698]
story2-subhead-1: "ಅಕ್ರಮ ಬಯಲಾಗಿದ್ದು ಹೇಗೆ": [43, 1235, 127, 1246]
lead-title-banner: [8, 170, 705, 284]
lead-col-2: [412, 336, 708, 706]
lead-col-2-text-b: ಭೂಮಿ ಹೋರಾಟದ ಸಮಯದಲ್ಲಿ ಸಂಘಟನೆಯು ಜಿಲ್ಲಾಧಿಕಾರಿ ಕಚೇರಿ ಎದುರು ಪ್ರತಿಭಟನೆ ನಡೆಸಿತು. ಅಂದಿನ ಸರ್ಕಾರ ಭೂಮಿ ಮಂಜೂರಾತಿಗೆ ಆದೇಶ ಮಾಡಿತು. ದಲಿತ ಕುಟುಂಬಗಳಿಗೆ ಹಕ್ಕುಪತ್ರ ದೊರೆಯಿತು.: [412, 388, 708, 412]
story2-text-a: ಹೊಳೆನರಸೀಪುರ: ಜಿಲ್ಲಾ ಹಿಂದುಳಿದ ವರ್ಗಗಳ ಕಲ್ಯಾಣ ಇಲಾಖೆಯು ವತಿಯಿಂದ 2024-25ನೇ ಸಾಲಿನ ಕಾನೂನು ಪದವೀಧರರ ಪ್ರಶಿಕ್ಷಣ ತರಬೇತಿ ಆಯ್ಕೆಯಲ್ಲಿ ಅಕ್ರಮ ನಡೆದಿದೆ ಎಂದು ಅರ್ಜಿದಾರರು ಆರೋಪಿಸಿದ್ದಾರೆ. ಮೆರಿಟ್ ಆಧಾರದಲ್ಲಿ ಆಯ್ಕೆ ಮಾಡಬೇಕಾದ ಇಲಾಖೆ ನಿಯಮ ಉಲ್ಲಂಘಿಸಿದೆ.: [10, 1160, 160, 1231]
masthead: [0, 0, 945, 62]
page-number: 02: [894, 12, 931, 42]
